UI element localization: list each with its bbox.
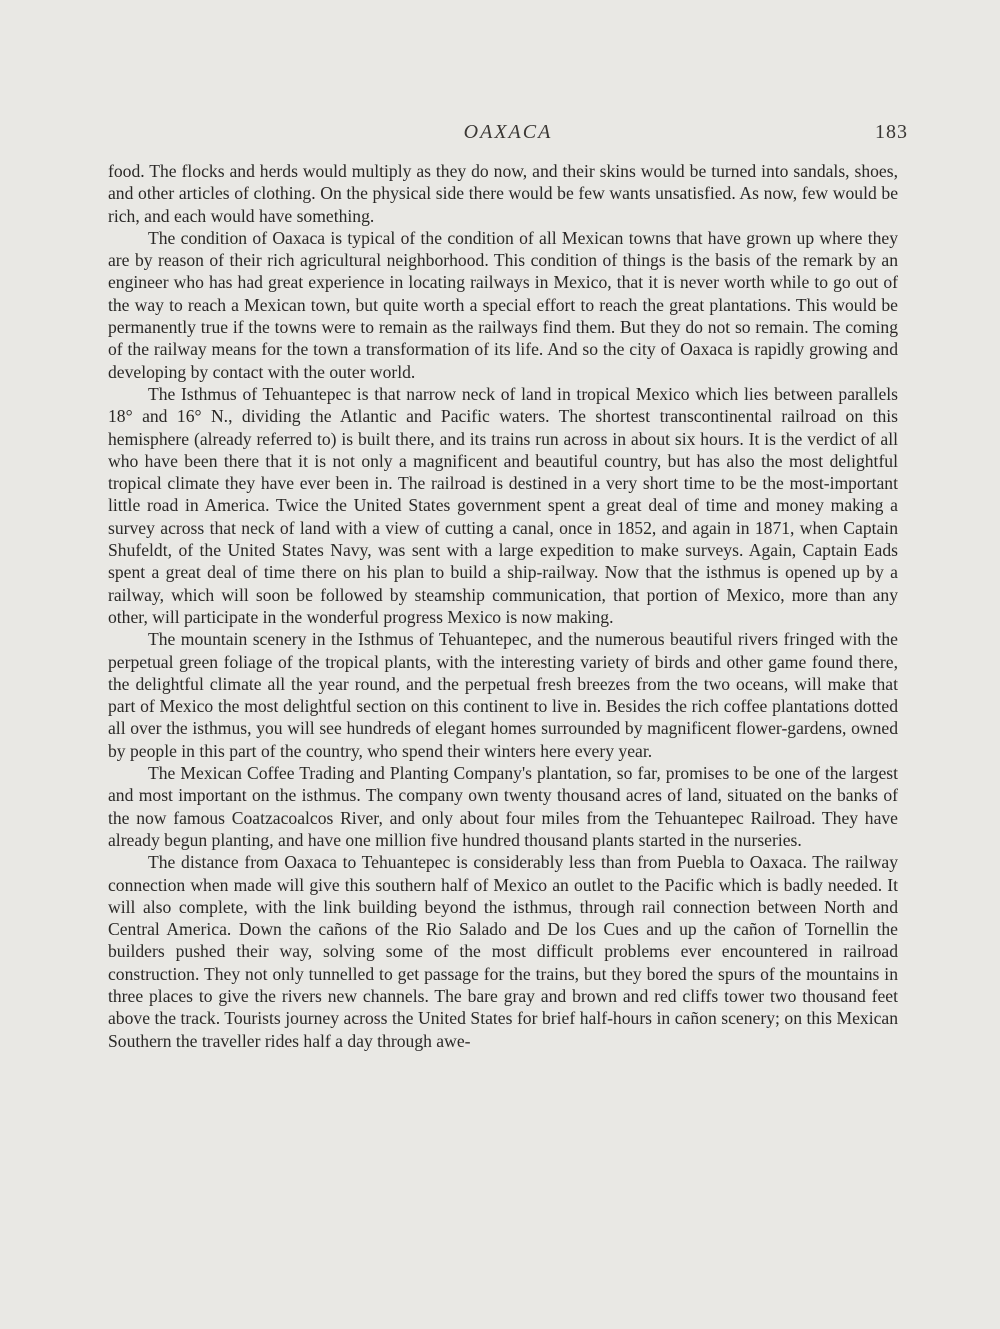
paragraph-oaxaca-condition: The condition of Oaxaca is typical of the condition of all Mexican towns that have grown up where they are by reason of their rich agricultural neighborhood. This condition of things is the basis of the remark by an engineer who has had great experience in locating railways in Mexico, that it is never worth while to go out of the way to reach a Mexican town, but quite worth a special effort to reach the great plantations. This would be permanently true if the towns were to remain as the railways find them. But they do not so remain. The coming of the railway means for the town a transformation of its life. And so the city of Oaxaca is rapidly growing and developing by contact with the outer world. xyxy=(108,227,898,382)
paragraph-isthmus: The Isthmus of Tehuantepec is that narrow neck of land in tropical Mexico which lies between parallels 18° and 16° N., dividing the Atlantic and Pacific waters. The shortest transcontinental railroad on this hemisphere (already referred to) is built there, and its trains run across in about six hours. It is the verdict of all who have been there that it is not only a magnificent and beautiful country, but has also the most delightful tropical climate they have ever been in. The railroad is destined in a very short time to be the most-important little road in America. Twice the United States government spent a great deal of time and money making a survey across that neck of land with a view of cutting a canal, once in 1852, and again in 1871, when Captain Shufeldt, of the United States Navy, was sent with a large expedition to make surveys. Again, Captain Eads spent a great deal of time there on his plan to build a ship-railway. Now that the isthmus is opened up by a railway, which will soon be followed by steamship communication, that portion of Mexico, more than any other, will participate in the wonderful progress Mexico is now making. xyxy=(108,383,898,627)
paragraph-distance: The distance from Oaxaca to Tehuantepec is considerably less than from Puebla to Oaxaca. The railway connection when made will give this southern half of Mexico an outlet to the Pacific which is badly needed. It will also complete, with the link building beyond the isthmus, through rail connection between North and Central America. Down the cañons of the Rio Salado and De los Cues and up the cañon of Tornellin the builders pushed their way, solving some of the most difficult problems ever encountered in railroad construction. They not only tunnelled to get passage for the trains, but they bored the spurs of the mountains in three places to give the rivers new channels. The bare gray and brown and red cliffs tower two thousand feet above the track. Tourists journey across the United States for brief half-hours in cañon scenery; on this Mexican Southern the traveller rides half a day through awe- xyxy=(108,852,898,1051)
running-title: OAXACA xyxy=(463,121,553,143)
paragraph-coffee-company: The Mexican Coffee Trading and Planting Company's plantation, so far, promises to be one of the largest and most important on the isthmus. The company own twenty thousand acres of land, situated on the banks of the now famous Coatzacoalcos River, and only about four miles from the Tehuantepec Railroad. They have already begun planting, and have one million five hundred thousand plants started in the nurseries. xyxy=(108,763,898,850)
paragraph-mountain-scenery: The mountain scenery in the Isthmus of Tehuantepec, and the numerous beautiful rivers fringed with the perpetual green foliage of the tropical plants, with the interesting variety of birds and other game found there, the delightful climate all the year round, and the perpetual fresh breezes from the two oceans, will make that part of Mexico the most delightful section on this continent to live in. Besides the rich coffee plantations dotted all over the isthmus, you will see hundreds of elegant homes surrounded by magnificent flower-gardens, owned by people in this part of the country, who spend their winters here every year. xyxy=(108,629,898,761)
body-text xyxy=(108,160,898,1052)
paragraph-continued: food. The flocks and herds would multiply as they do now, and their skins would be turned into sandals, shoes, and other articles of clothing. On the physical side there would be few wants unsatisfied. As now, few would be rich, and each would have something. xyxy=(108,161,898,226)
running-head xyxy=(108,121,908,149)
page-number: 183 xyxy=(875,121,908,143)
